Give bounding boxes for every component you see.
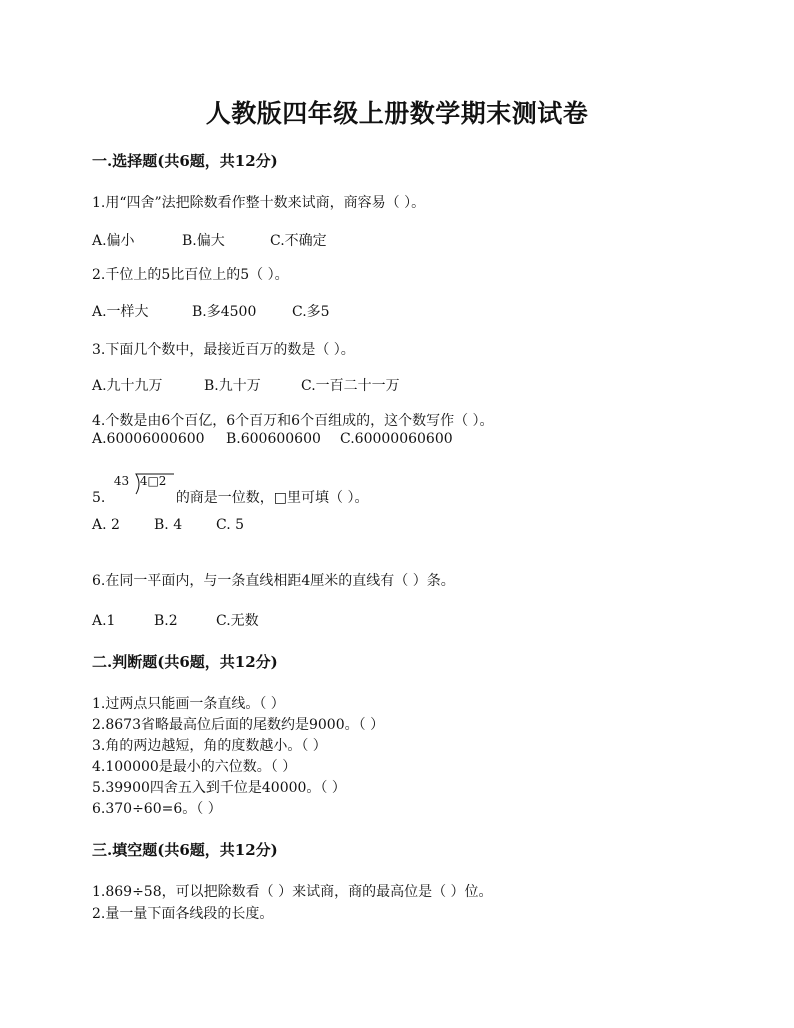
document-title: 人教版四年级上册数学期末测试卷 xyxy=(205,99,589,128)
dividend: 4□2 xyxy=(139,474,167,488)
judge-item-6: 6.370÷60=6。（ ） xyxy=(92,801,222,817)
option-a: A. 2 xyxy=(92,517,120,533)
question-4: 4.个数是由6个百亿，6个百万和6个百组成的，这个数写作（ ）。 xyxy=(92,413,494,429)
judge-item-4: 4.100000是最小的六位数。（ ） xyxy=(92,759,297,775)
judge-item-3: 3.角的两边越短，角的度数越小。（ ） xyxy=(92,738,327,754)
question-4-options xyxy=(92,431,453,447)
question-2-options xyxy=(92,301,330,321)
option-b: B.600600600 xyxy=(226,431,321,447)
question-1-options xyxy=(92,230,327,250)
question-3: 3.下面几个数中，最接近百万的数是（ ）。 xyxy=(92,342,355,358)
section-heading-choice: 一.选择题(共6题，共12分) xyxy=(92,152,278,170)
option-a: A.60006000600 xyxy=(92,431,205,447)
section-heading-judge: 二.判断题(共6题，共12分) xyxy=(92,653,278,671)
judge-item-5: 5.39900四舍五入到千位是40000。（ ） xyxy=(92,780,346,796)
question-5 xyxy=(92,474,369,507)
question-5-text: 的商是一位数，□里可填（ ）。 xyxy=(175,490,369,506)
question-6-options xyxy=(92,610,259,630)
option-c: C.60000060600 xyxy=(340,431,453,447)
option-a: A.一样大 xyxy=(92,304,149,320)
option-b: B. 4 xyxy=(154,517,183,533)
judge-item-2: 2.8673省略最高位后面的尾数约是9000。（ ） xyxy=(92,717,385,733)
divisor: 43 xyxy=(113,474,130,488)
option-b: B.九十万 xyxy=(204,378,261,394)
option-c: C.多5 xyxy=(292,304,330,320)
section-heading-fill: 三.填空题(共6题，共12分) xyxy=(92,841,278,859)
fill-item-2: 2.量一量下面各线段的长度。 xyxy=(92,906,274,922)
option-c: C.无数 xyxy=(216,613,259,629)
question-5-options xyxy=(92,517,244,533)
option-c: C.一百二十一万 xyxy=(301,378,400,394)
option-a: A.九十九万 xyxy=(92,378,163,394)
option-a: A.偏小 xyxy=(92,233,135,249)
option-b: B.偏大 xyxy=(182,233,225,249)
question-2: 2.千位上的5比百位上的5（ ）。 xyxy=(92,267,289,283)
question-6: 6.在同一平面内，与一条直线相距4厘米的直线有（ ）条。 xyxy=(92,573,455,589)
question-5-number: 5. xyxy=(92,490,106,506)
option-b: B.多4500 xyxy=(192,304,257,320)
option-a: A.1 xyxy=(92,613,116,629)
option-b: B.2 xyxy=(154,613,178,629)
question-1: 1.用“四舍”法把除数看作整十数来试商，商容易（ ）。 xyxy=(92,195,426,211)
question-3-options xyxy=(92,375,400,395)
option-c: C.不确定 xyxy=(270,233,327,249)
long-division-symbol xyxy=(113,474,176,506)
option-c: C. 5 xyxy=(216,517,245,533)
judge-item-1: 1.过两点只能画一条直线。（ ） xyxy=(92,696,285,712)
fill-item-1: 1.869÷58，可以把除数看（ ）来试商，商的最高位是（ ）位。 xyxy=(92,884,493,900)
